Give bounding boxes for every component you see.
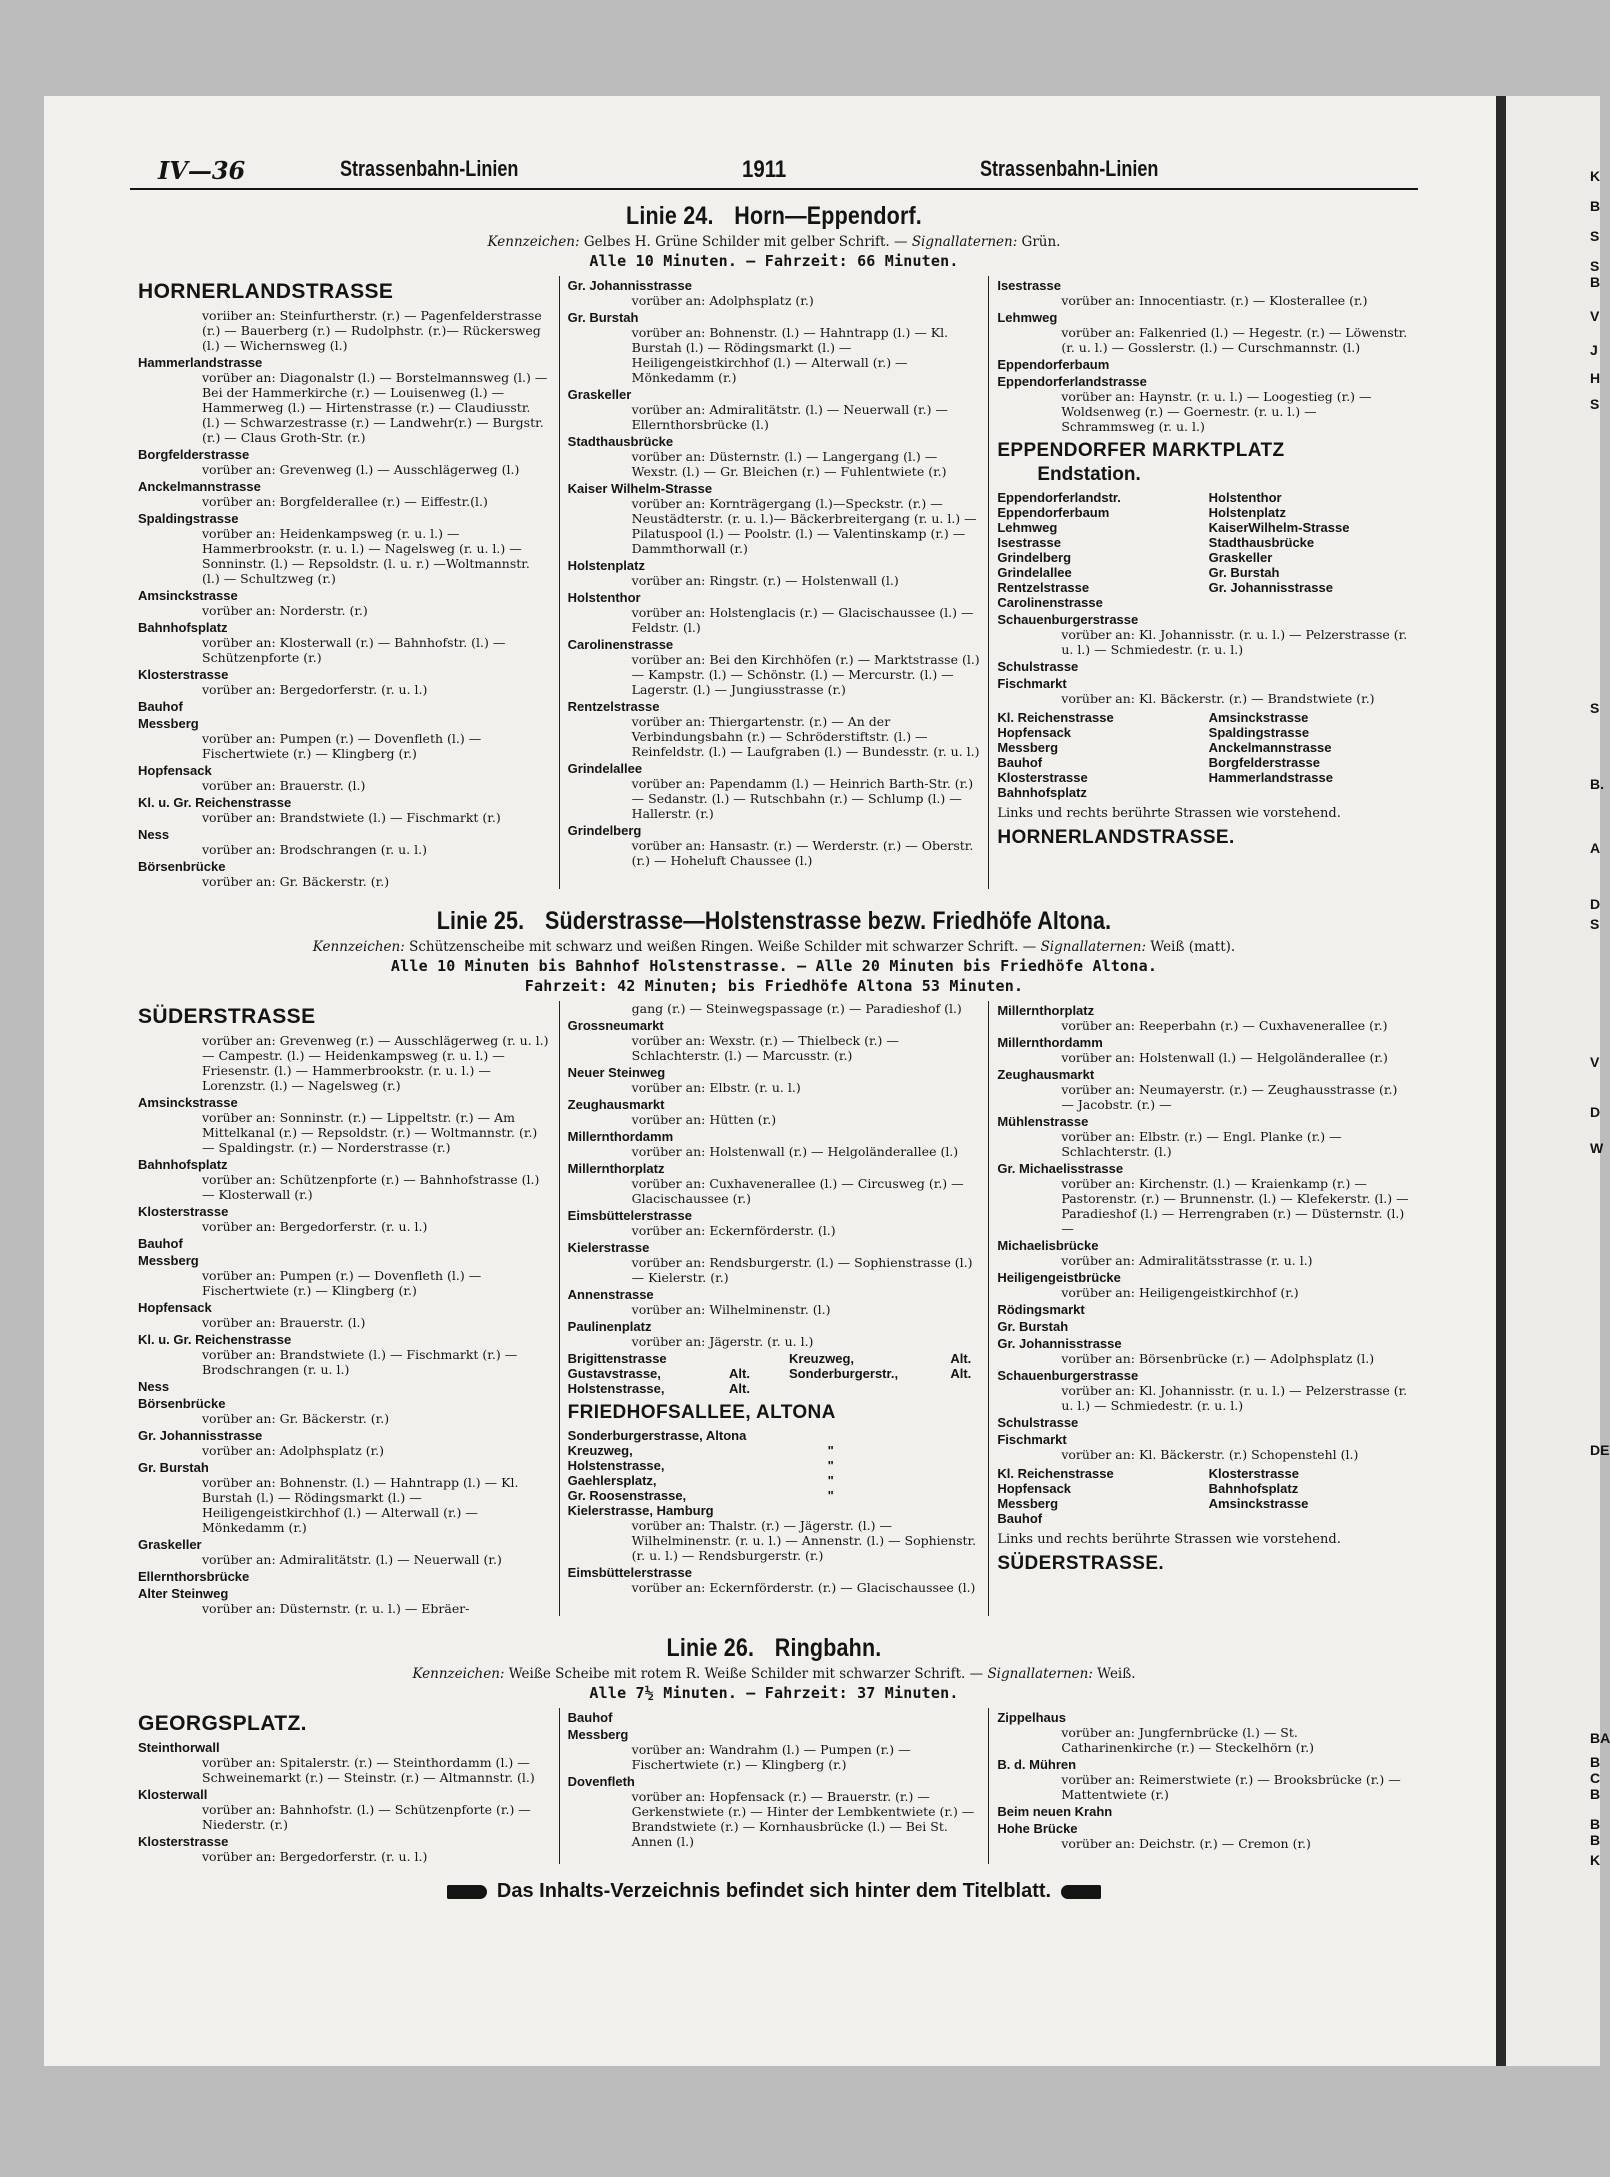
passing-streets: vorüber an: Admiralitätstr. (l.) — Neuerwall (r.) — Ellernthorsbrücke (l.): [631, 402, 948, 432]
stop: Bauhof: [997, 1511, 1043, 1526]
line-26-title: Linie 26. Ringbahn.: [666, 1634, 882, 1662]
stop: Hopfensack: [138, 763, 212, 778]
stop: Hopfensack: [138, 1300, 212, 1315]
passing-streets: vorüber an: Elbstr. (r. u. l.): [631, 1080, 801, 1095]
line-24-marking: Kennzeichen: Gelbes H. Grüne Schilder mit gelber Schrift. — Signallaternen: Grün.: [487, 234, 1061, 250]
passing-streets: vorüber an: Brauerstr. (l.): [202, 1315, 366, 1330]
passing-streets: vorüber an: Brodschrangen (r. u. l.): [202, 842, 427, 857]
passing-streets: vorüber an: Kl. Bäckerstr. (r.) — Brandstwiete (r.): [1061, 691, 1375, 706]
passing-streets: vorüber an: Admiralitätsstrasse (r. u. l.): [1061, 1253, 1313, 1268]
stop: Schauenburgerstrasse: [997, 612, 1139, 627]
edge-letter: B.: [1590, 776, 1604, 792]
passing-streets: vorüber an: Spitalerstr. (r.) — Steinthordamm (l.) — Schweinemarkt (r.) — Steinstr. (r.) — Altmannstr. (l.): [202, 1755, 535, 1785]
edge-letter: J: [1590, 342, 1598, 358]
stop: Messberg: [997, 740, 1059, 755]
stop: Gr. Burstah: [138, 1460, 209, 1475]
line-26-marking: Kennzeichen: Weiße Scheibe mit rotem R. Weiße Schilder mit schwarzer Schrift. — Signallaternen: Weiß.: [412, 1666, 1136, 1682]
stop: Klosterstrasse: [138, 1834, 229, 1849]
passing-streets: vorüber an: Sonninstr. (r.) — Lippeltstr. (r.) — Am Mittelkanal (r.) — Repsoldstr. (r.) — Woltmannstr. (r.) — Spaldingstr. (r.) — Norderstrasse (r.): [202, 1110, 538, 1155]
stop: Spaldingstrasse: [138, 511, 239, 526]
passing-streets: vorüber an: Reimerstwiete (r.) — Brooksbrücke (r.) — Mattentwiete (r.): [1061, 1772, 1401, 1802]
edge-letter: S: [1590, 396, 1600, 412]
endstation-label: Endstation.: [1037, 464, 1141, 485]
stop: Michaelisbrücke: [997, 1238, 1099, 1253]
stop: Gr. Johannisstrasse: [138, 1428, 263, 1443]
passing-streets: vorüber an: Heiligengeistkirchhof (r.): [1061, 1285, 1299, 1300]
passing-streets: vorüber an: Grevenweg (l.) — Ausschlägerweg (l.): [202, 462, 520, 477]
stop: Klosterstrasse: [138, 1204, 229, 1219]
stop: Eimsbüttelerstrasse: [567, 1565, 692, 1580]
stop: [1209, 1511, 1410, 1526]
stop: Fischmarkt: [997, 676, 1067, 691]
stop: Mühlenstrasse: [997, 1114, 1089, 1129]
stop: Paulinenplatz: [567, 1319, 652, 1334]
stop: [1209, 595, 1410, 610]
passing-streets: vorüber an: Grevenweg (r.) — Ausschlägerweg (r. u. l.) — Campestr. (l.) — Heidenkampsweg (r. u. l.) — Friesenstr. (l.) — Hammerbrookstr. (r. u. l.) — Lorenzstr. (l.) — Nagelsweg (r.): [202, 1033, 549, 1093]
stop: Grossneumarkt: [567, 1018, 664, 1033]
stop: Rentzelstrasse: [567, 699, 660, 714]
passing-streets: voriiber an: Steinfurtherstr. (r.) — Pagenfelderstrasse (r.) — Bauerberg (r.) — Rudolphstr. (r.)— Rückersweg (l.) — Wichernsweg (l.): [202, 308, 542, 353]
passing-streets: vorüber an: Wandrahm (l.) — Pumpen (r.) — Fischertwiete (r.) — Klingberg (r.): [631, 1742, 911, 1772]
passing-streets: vorüber an: Brandstwiete (l.) — Fischmarkt (r.) — Brodschrangen (r. u. l.): [202, 1347, 518, 1377]
edge-letter: DE: [1590, 1442, 1610, 1458]
passing-streets: vorüber an: Bergedorferstr. (r. u. l.): [202, 682, 428, 697]
line-26-interval: Alle 7½ Minuten. — Fahrzeit: 37 Minuten.: [589, 1684, 959, 1702]
stop: Klosterwall: [138, 1787, 208, 1802]
stop: Börsenbrücke: [138, 859, 226, 874]
stop: Klosterstrasse: [138, 667, 229, 682]
stop: Gr. Burstah: [567, 310, 639, 325]
stop: Isestrasse: [997, 278, 1061, 293]
stop: Holstenthor: [1208, 490, 1282, 505]
passing-streets: vorüber an: Hansastr. (r.) — Werderstr. (r.) — Oberstr. (r.) — Hoheluft Chaussee (l.): [631, 838, 974, 868]
stop: Kl. u. Gr. Reichenstrasse: [138, 1332, 292, 1347]
stop: Eimsbüttelerstrasse: [567, 1208, 692, 1223]
stop: Ness: [138, 1379, 170, 1394]
stop: Millernthordamm: [997, 1035, 1103, 1050]
stop: Grindelallee: [997, 565, 1072, 580]
stop: Gr. Burstah: [997, 1319, 1069, 1334]
stop: Stadthausbrücke: [567, 434, 674, 449]
edge-letter: B: [1590, 274, 1601, 290]
passing-streets: vorüber an: Bohnenstr. (l.) — Hahntrapp (l.) — Kl. Burstah (l.) — Rödingsmarkt (l.) — Heiligengeistkirchhof (l.) — Alterwall (r.) — Mönkedamm (r.): [631, 325, 949, 385]
stop: Eppendorferlandstrasse: [997, 374, 1147, 389]
passing-streets: vorüber an: Wexstr. (r.) — Thielbeck (r.) — Schlachterstr. (l.) — Marcusstr. (r.): [631, 1033, 899, 1063]
passing-streets: vorüber an: Innocentiastr. (r.) — Klosterallee (r.): [1061, 293, 1368, 308]
terminus: FRIEDHOFSALLEE, ALTONA: [567, 1402, 836, 1423]
passing-streets: vorüber an: Kl. Bäckerstr. (r.) Schopenstehl (l.): [1061, 1447, 1359, 1462]
stop: Schulstrasse: [997, 659, 1079, 674]
stop: Dovenfleth: [567, 1774, 635, 1789]
stop: Spaldingstrasse: [1208, 725, 1310, 740]
stop: Zippelhaus: [997, 1710, 1066, 1725]
return-stops: [997, 1466, 1410, 1526]
stop: Bauhof: [138, 1236, 183, 1251]
return-stops: [997, 710, 1410, 800]
stop: Zeughausmarkt: [567, 1097, 665, 1112]
stop: Bauhof: [138, 699, 183, 714]
adjacent-page-edge: [1506, 96, 1610, 2066]
stop: Bahnhofsplatz: [1208, 1481, 1299, 1496]
passing-streets: vorüber an: Admiralitätstr. (l.) — Neuerwall (r.): [202, 1552, 502, 1567]
passing-streets: vorüber an: Holstenwall (r.) — Helgoländerallee (l.): [631, 1144, 959, 1159]
stop: Graskeller: [138, 1537, 202, 1552]
stop: Eppendorferlandstr.: [997, 490, 1121, 505]
note: Links und rechts berührte Strassen wie vorstehend.: [997, 806, 1341, 821]
stop: Hammerlandstrasse: [1208, 770, 1333, 785]
stop: Graskeller: [567, 387, 632, 402]
route-column: [130, 1708, 559, 1864]
passing-streets: vorüber an: Bohnenstr. (l.) — Hahntrapp (l.) — Kl. Burstah (l.) — Rödingsmarkt (l.) — Heiligengeistkirchhof (l.) — Alterwall (r.) — Mönkedamm (r.): [202, 1475, 519, 1535]
edge-letter: S: [1590, 700, 1600, 716]
route-column: [130, 1001, 559, 1616]
stop: Millernthordamm: [567, 1129, 674, 1144]
passing-streets: vorüber an: Hopfensack (r.) — Brauerstr. (r.) — Gerkenstwiete (r.) — Hinter der Lembkentwiete (r.) — Brandstwiete (r.) — Kornhausbrücke (l.) — Bei St. Annen (l.): [631, 1789, 975, 1849]
stop: Holstenplatz: [1208, 505, 1286, 520]
passing-streets: vorüber an: Bergedorferstr. (r. u. l.): [202, 1219, 428, 1234]
passing-streets: vorüber an: Holstenglacis (r.) — Glacischaussee (l.) — Feldstr. (l.): [631, 605, 974, 635]
stop: Messberg: [138, 1253, 199, 1268]
return-stops: [997, 490, 1410, 610]
line-25-marking: Kennzeichen: Schützenscheibe mit schwarz und weißen Ringen. Weiße Schilder mit schwarzer Schrift. — Signallaternen: Weiß (matt).: [312, 939, 1236, 955]
passing-streets: vorüber an: Thalstr. (r.) — Jägerstr. (l.) — Wilhelminenstr. (r. u. l.) — Annenstr. (l.) — Sophienstr. (r. u. l.) — Rendsburgerstr. (r.): [631, 1518, 977, 1563]
passing-streets: vorüber an: Eckernförderstr. (l.): [631, 1223, 836, 1238]
edge-letter: V: [1590, 308, 1600, 324]
passing-streets: vorüber an: Jägerstr. (r. u. l.): [631, 1334, 814, 1349]
stop: Grindelberg: [567, 823, 642, 838]
passing-streets: vorüber an: Bergedorferstr. (r. u. l.): [202, 1849, 428, 1864]
terminus: HORNERLANDSTRASSE: [138, 280, 394, 303]
route-column: [559, 1708, 989, 1864]
edge-letter: S: [1590, 228, 1600, 244]
stop: Eppendorferbaum: [997, 505, 1110, 520]
stop: Amsinckstrasse: [1208, 710, 1309, 725]
stop: Messberg: [138, 716, 199, 731]
passing-streets: vorüber an: Falkenried (l.) — Hegestr. (r.) — Löwenstr. (r. u. l.) — Gosslerstr. (l.) — Curschmannstr. (l.): [1061, 325, 1408, 355]
edge-letter: D: [1590, 1104, 1601, 1120]
passing-streets: vorüber an: Kl. Johannisstr. (r. u. l.) — Pelzerstrasse (r. u. l.) — Schmiedestr. (r. u. l.): [1061, 627, 1408, 657]
passing-streets: vorüber an: Cuxhavenerallee (l.) — Circusweg (r.) — Glacischaussee (r.): [631, 1176, 964, 1206]
stop: Bahnhofsplatz: [138, 1157, 228, 1172]
header-left-title: Strassenbahn-Linien: [340, 156, 519, 181]
edge-letter: BA: [1590, 1730, 1610, 1746]
stop: Heiligengeistbrücke: [997, 1270, 1121, 1285]
stop: Amsinckstrasse: [1208, 1496, 1309, 1511]
passing-streets: vorüber an: Rendsburgerstr. (l.) — Sophienstrasse (l.) — Kielerstr. (r.): [631, 1255, 973, 1285]
stop: Gr. Michaelisstrasse: [997, 1161, 1124, 1176]
header-right-title: Strassenbahn-Linien: [980, 156, 1159, 181]
stop: Alter Steinweg: [138, 1586, 229, 1601]
page-number: IV—36: [158, 156, 246, 185]
passing-streets: vorüber an: Deichstr. (r.) — Cremon (r.): [1061, 1836, 1311, 1851]
stop: Lehmweg: [997, 310, 1058, 325]
passing-streets: vorüber an: Heidenkampsweg (r. u. l.) — Hammerbrookstr. (r. u. l.) — Nagelsweg (r. u. l.) — Sonninstr. (l.) — Repsoldstr. (l. u. r.) —Woltmannstr. (l.) — Schultzweg (r.): [202, 526, 530, 586]
stop: Gr. Johannisstrasse: [997, 1336, 1122, 1351]
terminus: GEORGSPLATZ.: [138, 1712, 307, 1735]
passing-streets: vorüber an: Thiergartenstr. (r.) — An der Verbindungsbahn (r.) — Schröderstiftstr. (l.) — Reinfeldstr. (l.) — Laufgraben (l.) — Bundesstr. (r. u. l.): [631, 714, 980, 759]
binding-gutter: [1496, 96, 1506, 2066]
route-column: [130, 276, 559, 889]
passing-streets: vorüber an: Elbstr. (r.) — Engl. Planke (r.) — Schlachterstr. (l.): [1061, 1129, 1342, 1159]
header-year: 1911: [742, 156, 787, 183]
stop: Zeughausmarkt: [997, 1067, 1095, 1082]
stop: Millernthorplatz: [567, 1161, 665, 1176]
footer-note: [130, 1880, 1418, 1903]
stop: Graskeller: [1208, 550, 1273, 565]
edge-letter: K: [1590, 168, 1601, 184]
edge-letter: V: [1590, 1054, 1600, 1070]
passing-streets: vorüber an: Neumayerstr. (r.) — Zeughausstrasse (r.) — Jacobstr. (r.) —: [1061, 1082, 1398, 1112]
edge-letter: K: [1590, 1852, 1601, 1868]
passing-streets: vorüber an: Düsternstr. (l.) — Langergang (l.) — Wexstr. (l.) — Gr. Bleichen (r.) — Fuhlentwiete (r.): [631, 449, 947, 479]
edge-letter: S: [1590, 916, 1600, 932]
edge-letter: W: [1590, 1140, 1604, 1156]
stop: Kl. u. Gr. Reichenstrasse: [138, 795, 292, 810]
passing-streets: vorüber an: Brandstwiete (l.) — Fischmarkt (r.): [202, 810, 501, 825]
passing-streets: vorüber an: Jungfernbrücke (l.) — St. Catharinenkirche (r.) — Steckelhörn (r.): [1061, 1725, 1314, 1755]
stop: Isestrasse: [997, 535, 1061, 550]
stop: Gr. Johannisstrasse: [1208, 580, 1333, 595]
stop: Hopfensack: [997, 725, 1072, 740]
stop: Bauhof: [997, 755, 1043, 770]
stop: [1209, 785, 1410, 800]
passing-streets: vorüber an: Diagonalstr (l.) — Borstelmannsweg (l.) — Bei der Hammerkirche (r.) — Louisenweg (l.) — Hammerweg (l.) — Hirtenstrasse (r.) — Claudiusstr. (l.) — Schwarzestrasse (r.) — Landwehr(r.) — Burgstr. (r.) — Claus Groth-Str. (r.): [202, 370, 548, 445]
passing-streets: vorüber an: Bei den Kirchhöfen (r.) — Marktstrasse (l.) — Kampstr. (l.) — Schönstr. (l.) — Mercurstr. (l.) — Lagerstr. (l.) — Jungiusstrasse (r.): [631, 652, 980, 697]
stop: Bauhof: [567, 1710, 613, 1725]
stop: Ellernthorsbrücke: [138, 1569, 250, 1584]
stop: Neuer Steinweg: [567, 1065, 666, 1080]
passing-streets: vorüber an: Papendamm (l.) — Heinrich Barth-Str. (r.) — Sedanstr. (l.) — Rutschbahn (r.) — Schlump (l.) — Hallerstr. (r.): [631, 776, 974, 821]
stop: Messberg: [567, 1727, 629, 1742]
stop: Klosterstrasse: [997, 770, 1088, 785]
line-25-interval: Alle 10 Minuten bis Bahnhof Holstenstrasse. — Alle 20 Minuten bis Friedhöfe Altona.: [390, 957, 1158, 975]
stop: Carolinenstrasse: [997, 595, 1103, 610]
stop: Hammerlandstrasse: [138, 355, 263, 370]
stop: Eppendorferbaum: [997, 357, 1110, 372]
stop: Holstenplatz: [567, 558, 645, 573]
line-24-title: Linie 24. Horn—Eppendorf.: [626, 202, 922, 230]
edge-letter: B: [1590, 1816, 1601, 1832]
passing-streets: vorüber an: Düsternstr. (r. u. l.) — Ebräer-: [202, 1601, 470, 1616]
passing-streets: vorüber an: Gr. Bäckerstr. (r.): [202, 874, 390, 889]
edge-letter: B: [1590, 198, 1601, 214]
route-column: [988, 276, 1418, 889]
stop: Hopfensack: [997, 1481, 1072, 1496]
stop: Lehmweg: [997, 520, 1058, 535]
running-header: [130, 152, 1418, 190]
stop: Grindelallee: [567, 761, 643, 776]
pointing-hand-icon: [1061, 1885, 1101, 1899]
stop: Bahnhofsplatz: [138, 620, 228, 635]
stop: Annenstrasse: [567, 1287, 654, 1302]
passing-streets: vorüber an: Wilhelminenstr. (l.): [631, 1302, 831, 1317]
note: Links und rechts berührte Strassen wie vorstehend.: [997, 1532, 1341, 1547]
passing-streets: vorüber an: Pumpen (r.) — Dovenfleth (l.) — Fischertwiete (r.) — Klingberg (r.): [202, 731, 482, 761]
line-24-route: [130, 276, 1418, 889]
pointing-hand-icon: [447, 1885, 487, 1899]
passing-streets: vorüber an: Gr. Bäckerstr. (r.): [202, 1411, 390, 1426]
line-25-route: [130, 1001, 1418, 1616]
passing-streets: vorüber an: Kirchenstr. (l.) — Kraienkamp (r.) — Pastorenstr. (r.) — Brunnenstr. (l.) — Klefekerstr. (l.) — Paradieshof (l.) — Herrengraben (r.) — Düsternstr. (l.) —: [1061, 1176, 1409, 1236]
stop: Kielerstrasse: [567, 1240, 650, 1255]
line-25-travel-time: Fahrzeit: 42 Minuten; bis Friedhöfe Altona 53 Minuten.: [524, 977, 1024, 995]
footer-text: Das Inhalts-Verzeichnis befindet sich hinter dem Titelblatt.: [496, 1880, 1052, 1902]
stop: Borgfelderstrasse: [138, 447, 250, 462]
stop: Schauenburgerstrasse: [997, 1368, 1139, 1383]
stop: B. d. Mühren: [997, 1757, 1077, 1772]
passing-streets: gang (r.) — Steinwegspassage (r.) — Paradieshof (l.): [631, 1001, 962, 1016]
route-column: [559, 276, 989, 889]
line-25-title: Linie 25. Süderstrasse—Holstenstrasse bezw. Friedhöfe Altona.: [436, 907, 1112, 935]
passing-streets: vorüber an: Reeperbahn (r.) — Cuxhavenerallee (r.): [1061, 1018, 1388, 1033]
terminus: EPPENDORFER MARKTPLATZ: [997, 440, 1285, 461]
edge-letter: S: [1590, 258, 1600, 274]
edge-letter: B: [1590, 1786, 1601, 1802]
terminus: SÜDERSTRASSE: [138, 1005, 316, 1028]
stop: Holstenthor: [567, 590, 641, 605]
stop: Amsinckstrasse: [138, 588, 238, 603]
stop: Rentzelstrasse: [997, 580, 1090, 595]
edge-letter: B: [1590, 1754, 1601, 1770]
passing-streets: vorüber an: Börsenbrücke (r.) — Adolphsplatz (l.): [1061, 1351, 1375, 1366]
stop: Gr. Burstah: [1208, 565, 1280, 580]
passing-streets: vorüber an: Holstenwall (l.) — Helgoländerallee (r.): [1061, 1050, 1388, 1065]
stop: Ness: [138, 827, 170, 842]
passing-streets: vorüber an: Schützenpforte (r.) — Bahnhofstrasse (l.) — Klosterwall (r.): [202, 1172, 540, 1202]
stop: Carolinenstrasse: [567, 637, 674, 652]
altona-stops: Brigittenstrasse Kreuzweg, Alt. Gustavstrasse, Alt. Sonderburgerstr., Alt. Holstenstrasse, Alt.: [567, 1351, 972, 1396]
stop: Gr. Johannisstrasse: [567, 278, 692, 293]
passing-streets: vorüber an: Borgfelderallee (r.) — Eiffestr.(l.): [202, 494, 488, 509]
timetable-page: [130, 152, 1418, 1903]
terminus: HORNERLANDSTRASSE.: [997, 827, 1235, 848]
stop: Börsenbrücke: [138, 1396, 226, 1411]
passing-streets: vorüber an: Kornträgergang (l.)—Speckstr. (r.) —Neustädterstr. (r. u. l.)— Bäckerbreitergang (r. u. l.) — Pilatuspool (l.) — Poolstr. (l.) — Valentinskamp (r.) — Dammthorwall (r.): [631, 496, 977, 556]
edge-letter: D: [1590, 896, 1601, 912]
stop: Fischmarkt: [997, 1432, 1067, 1447]
passing-streets: vorüber an: Pumpen (r.) — Dovenfleth (l.) — Fischertwiete (r.) — Klingberg (r.): [202, 1268, 482, 1298]
stop: Hohe Brücke: [997, 1821, 1078, 1836]
edge-letter: B: [1590, 1832, 1601, 1848]
stop: Kl. Reichenstrasse: [997, 710, 1114, 725]
stop: Anckelmannstrasse: [138, 479, 261, 494]
line-26-route: [130, 1708, 1418, 1864]
passing-streets: vorüber an: Klosterwall (r.) — Bahnhofstr. (l.) — Schützenpforte (r.): [202, 635, 506, 665]
edge-letter: A: [1590, 840, 1601, 856]
stop: Stadthausbrücke: [1208, 535, 1315, 550]
stop: Grindelberg: [997, 550, 1072, 565]
route-column: [559, 1001, 989, 1616]
stop: Borgfelderstrasse: [1208, 755, 1320, 770]
terminus: SÜDERSTRASSE.: [997, 1553, 1165, 1574]
line-24-interval: Alle 10 Minuten. — Fahrzeit: 66 Minuten.: [589, 252, 959, 270]
stop: Anckelmannstrasse: [1208, 740, 1332, 755]
passing-streets: vorüber an: Adolphsplatz (r.): [202, 1443, 385, 1458]
stop: Amsinckstrasse: [138, 1095, 238, 1110]
passing-streets: vorüber an: Hütten (r.): [631, 1112, 777, 1127]
stop: Beim neuen Krahn: [997, 1804, 1113, 1819]
passing-streets: vorüber an: Ringstr. (r.) — Holstenwall (l.): [631, 573, 899, 588]
stop: Kaiser Wilhelm-Strasse: [567, 481, 713, 496]
stop: Millernthorplatz: [997, 1003, 1095, 1018]
stop: Klosterstrasse: [1208, 1466, 1299, 1481]
stop: Bahnhofsplatz: [997, 785, 1087, 800]
passing-streets: vorüber an: Norderstr. (r.): [202, 603, 368, 618]
passing-streets: vorüber an: Adolphsplatz (r.): [631, 293, 814, 308]
stop: KaiserWilhelm-Strasse: [1208, 520, 1350, 535]
stop: Steinthorwall: [138, 1740, 220, 1755]
edge-letter: C: [1590, 1770, 1601, 1786]
passing-streets: vorüber an: Eckernförderstr. (r.) — Glacischaussee (l.): [631, 1580, 976, 1595]
return-stops: Sonderburgerstrasse, Altona Kreuzweg, " Holstenstrasse, " Gaehlersplatz, " Gr. Roosenstrasse, " Kielerstrasse, Hamburg: [567, 1428, 834, 1518]
passing-streets: vorüber an: Brauerstr. (l.): [202, 778, 366, 793]
route-column: [988, 1708, 1418, 1864]
route-column: [988, 1001, 1418, 1616]
passing-streets: vorüber an: Kl. Johannisstr. (r. u. l.) — Pelzerstrasse (r. u. l.) — Schmiedestr. (r. u. l.): [1061, 1383, 1408, 1413]
stop: Rödingsmarkt: [997, 1302, 1085, 1317]
stop: Schulstrasse: [997, 1415, 1079, 1430]
passing-streets: vorüber an: Haynstr. (r. u. l.) — Loogestieg (r.) — Woldsenweg (r.) — Goernestr. (r. u. l.) — Schrammsweg (r. u. l.): [1061, 389, 1372, 434]
stop: Kl. Reichenstrasse: [997, 1466, 1114, 1481]
stop: Messberg: [997, 1496, 1059, 1511]
edge-letter: H: [1590, 370, 1601, 386]
passing-streets: vorüber an: Bahnhofstr. (l.) — Schützenpforte (r.) — Niederstr. (r.): [202, 1802, 531, 1832]
